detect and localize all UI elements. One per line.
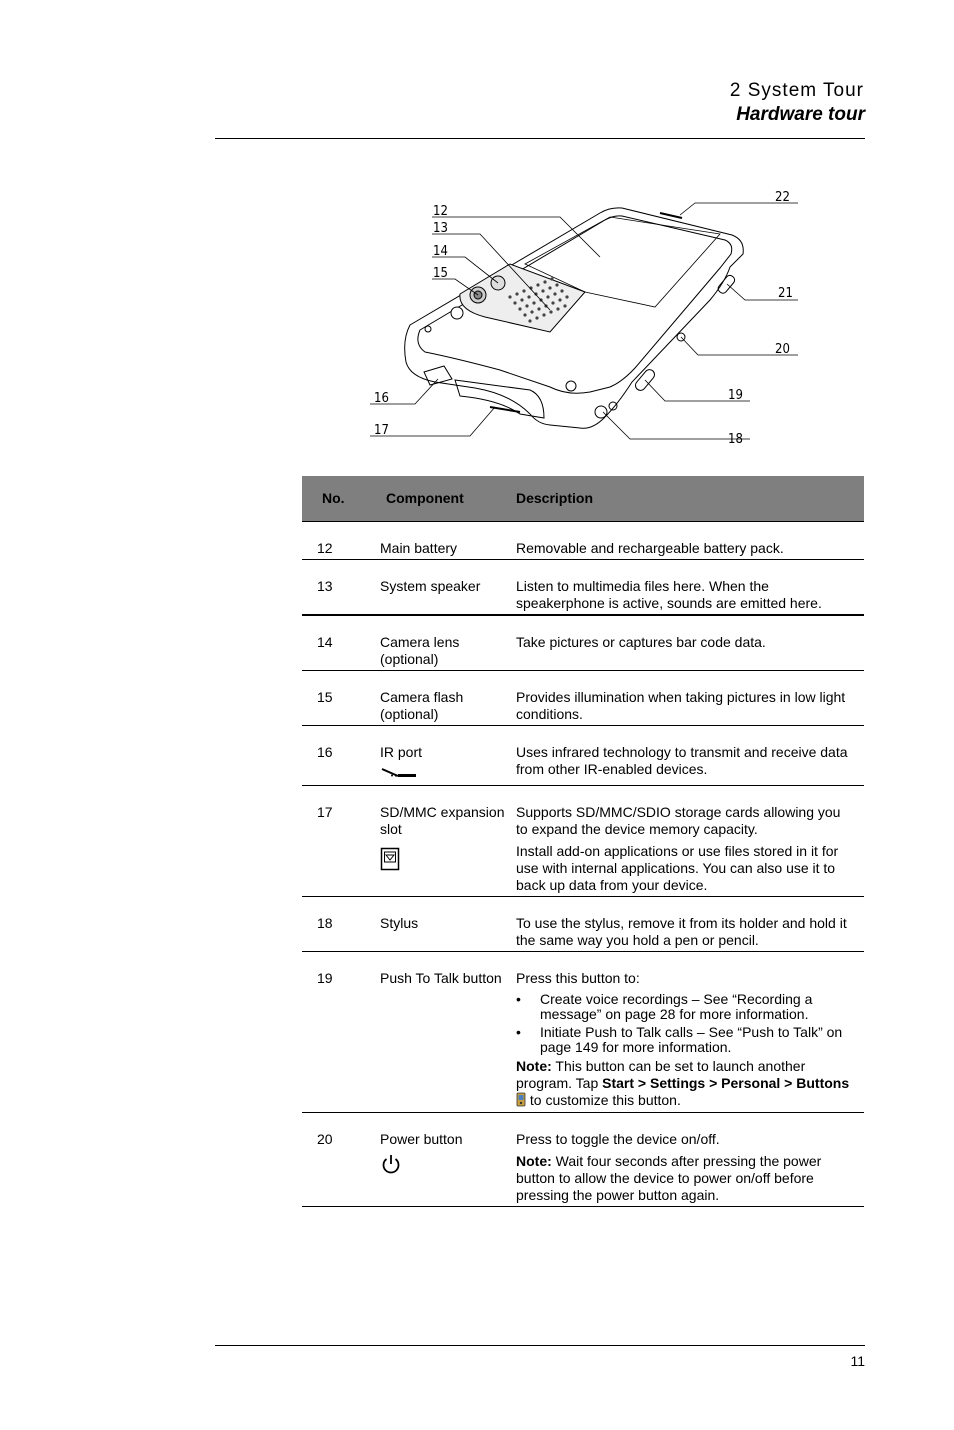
callout-20: 20 — [775, 342, 790, 357]
callout-13: 13 — [433, 221, 448, 236]
sd-slot-door — [455, 380, 544, 418]
note-label: Note: — [516, 1153, 552, 1169]
table-row — [302, 786, 864, 897]
row-description — [516, 970, 864, 1108]
callout-12: 12 — [433, 204, 448, 219]
row-no: 15 — [317, 689, 333, 705]
row-no: 20 — [317, 1131, 333, 1147]
note-text: This button can be set to launch another program. Tap — [516, 1058, 806, 1091]
row-description-para: Install add-on applications or use files stored in it for use with internal applications. You can also use it to back up data from your device. — [516, 843, 839, 893]
row-description-para: Press to toggle the device on/off. — [516, 1131, 720, 1147]
table-row — [302, 726, 864, 786]
row-component: Camera lens (optional) — [380, 634, 460, 667]
table-row — [302, 671, 864, 726]
callout-21: 21 — [778, 286, 793, 301]
row-description-para: Supports SD/MMC/SDIO storage cards allowing you to expand the device memory capacity. — [516, 804, 841, 837]
row-no: 16 — [317, 744, 333, 760]
row-component: Push To Talk button — [380, 970, 502, 986]
table-row — [302, 897, 864, 952]
row-component — [380, 1131, 516, 1195]
stylus-holder — [595, 406, 607, 418]
row-component: Camera flash (optional) — [380, 689, 464, 722]
component-table — [302, 476, 864, 1207]
row-description: Provides illumination when taking pictures in low light conditions. — [516, 689, 846, 722]
row-component — [380, 744, 516, 774]
row-component — [380, 804, 516, 885]
bullet-marker: • — [516, 991, 521, 1007]
device-diagram — [360, 182, 810, 457]
table-row — [302, 1113, 864, 1207]
note-end: to customize this button. — [526, 1092, 681, 1108]
callout-14: 14 — [433, 244, 448, 259]
row-component-label: SD/MMC expansion slot — [380, 804, 505, 837]
table-header — [302, 476, 864, 522]
chapter-title: 2 System Tour — [729, 80, 864, 101]
note-text: Wait four seconds after pressing the power button to allow the device to power on/off before pressing the power button again. — [516, 1153, 822, 1203]
row-no: 18 — [317, 915, 333, 931]
settings-path: Start > Settings > Personal > Buttons — [602, 1075, 850, 1091]
row-no: 12 — [317, 540, 333, 556]
row-description — [516, 1131, 864, 1203]
row-description: Uses infrared technology to transmit and receive data from other IR-enabled devices. — [516, 744, 848, 777]
table-row — [302, 522, 864, 560]
page-number: 11 — [850, 1353, 865, 1369]
row-no: 13 — [317, 578, 333, 594]
row-description: Removable and rechargeable battery pack. — [516, 540, 784, 556]
header-component: Component — [386, 490, 464, 506]
row-component: System speaker — [380, 578, 481, 594]
section-title: Hardware tour — [736, 104, 865, 125]
callout-15: 15 — [433, 266, 448, 281]
row-component-label: IR port — [380, 744, 423, 760]
table-row — [302, 616, 864, 671]
table-row — [302, 952, 864, 1113]
callout-16: 16 — [374, 391, 389, 406]
header-description: Description — [516, 490, 594, 506]
callout-17: 17 — [374, 423, 389, 438]
callout-18: 18 — [728, 432, 743, 447]
list-item-text: Create voice recordings – See “Recording a message” on page 28 for more information. — [540, 991, 813, 1022]
bullet-marker: • — [516, 1024, 521, 1040]
row-component-label: Power button — [380, 1131, 463, 1147]
row-no: 19 — [317, 970, 333, 986]
note — [516, 1153, 854, 1204]
row-no: 14 — [317, 634, 333, 650]
row-description-intro: Press this button to: — [516, 970, 640, 986]
list-item-text: Initiate Push to Talk calls – See “Push to Talk” on page 149 for more information. — [540, 1024, 843, 1055]
list-item — [516, 992, 854, 1022]
buttons-settings-icon — [516, 1092, 526, 1107]
row-no: 17 — [317, 804, 333, 820]
row-description: Take pictures or captures bar code data. — [516, 634, 766, 650]
ir-port-icon — [380, 767, 418, 779]
table-row — [302, 560, 864, 616]
sd-card-icon — [380, 847, 400, 871]
row-component: Main battery — [380, 540, 458, 556]
callout-19: 19 — [728, 388, 743, 403]
row-description — [516, 804, 864, 893]
list-item — [516, 1025, 854, 1055]
note-label: Note: — [516, 1058, 552, 1074]
header-divider — [215, 138, 865, 139]
note — [516, 1058, 854, 1109]
footer-divider — [215, 1345, 865, 1346]
row-description: Listen to multimedia files here. When the speakerphone is active, sounds are emitted here. — [516, 578, 822, 611]
power-icon — [380, 1153, 402, 1175]
row-component: Stylus — [380, 915, 419, 931]
row-description: To use the stylus, remove it from its holder and hold it the same way you hold a pen or pencil. — [516, 915, 847, 948]
callout-22: 22 — [775, 190, 790, 205]
header-no: No. — [322, 490, 345, 506]
